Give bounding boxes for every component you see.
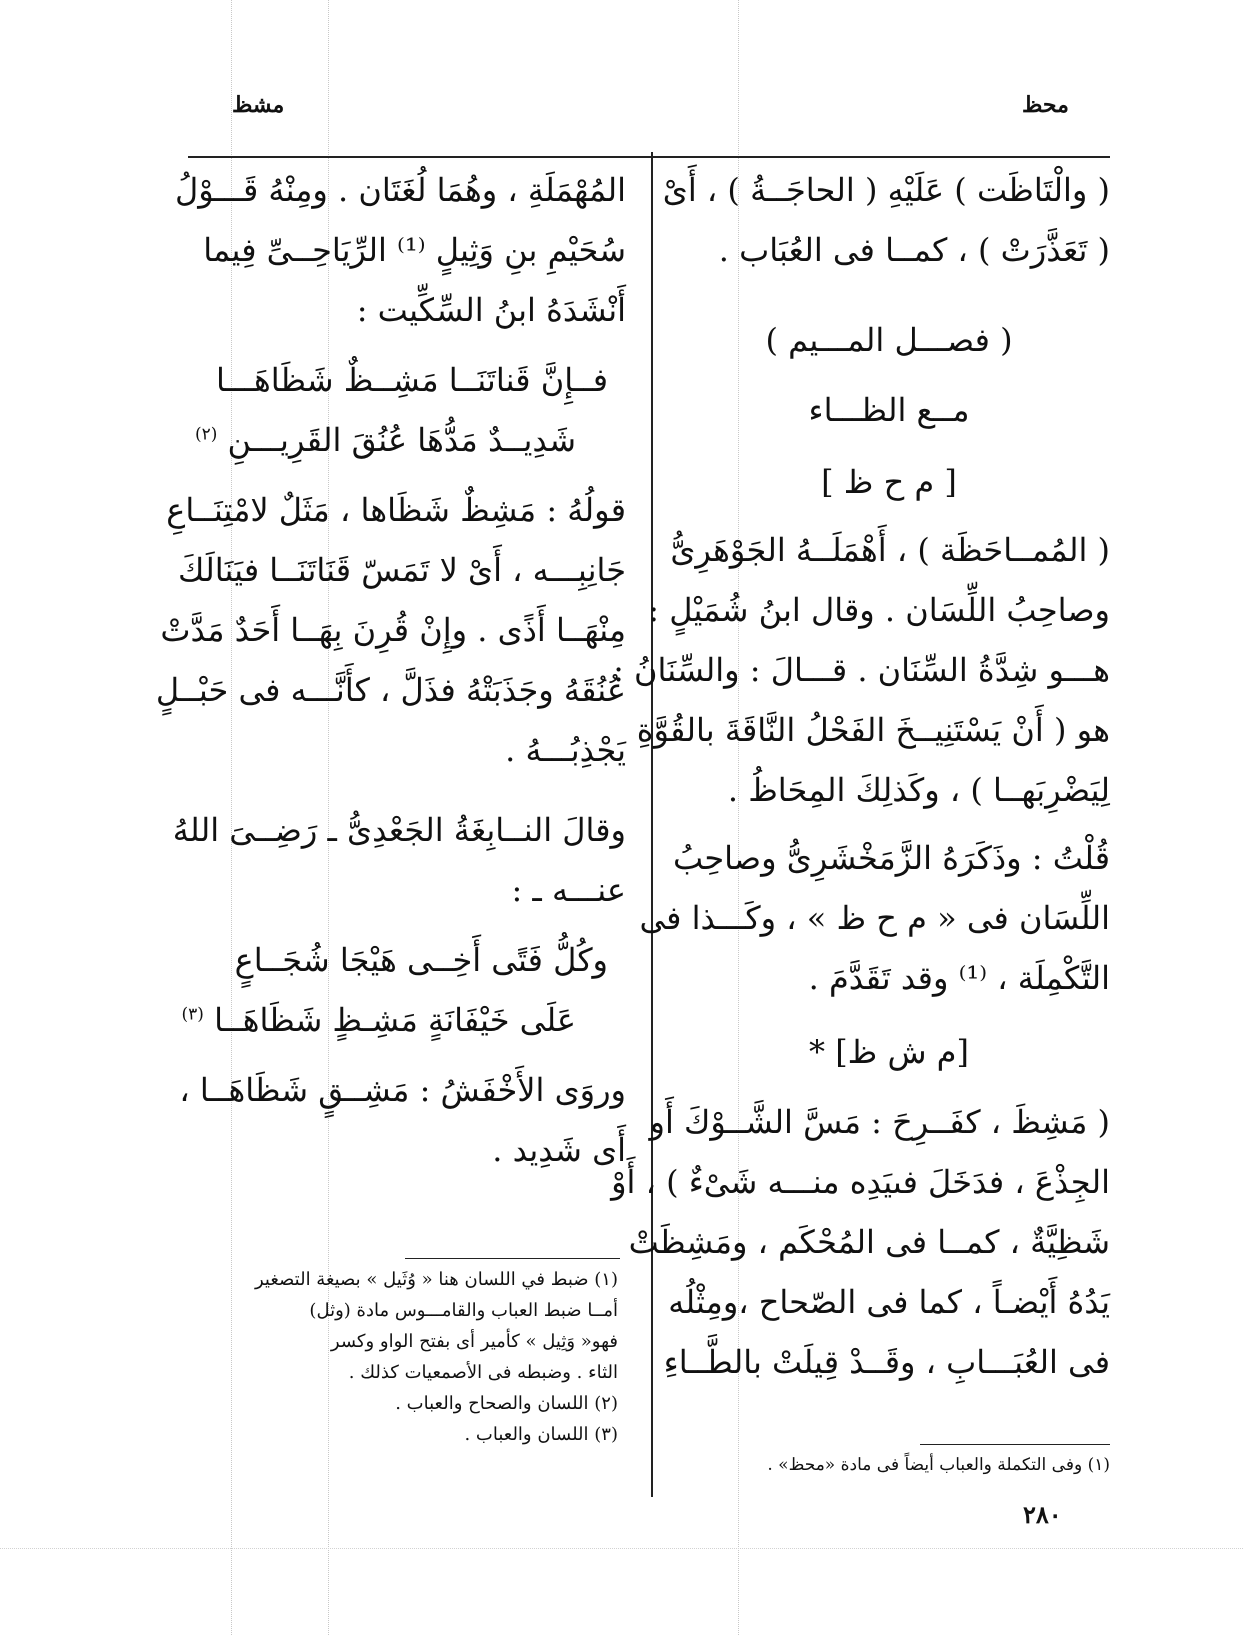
- footnote-line: (٢) اللسان والصحاح والعباب .: [395, 1393, 618, 1414]
- text-line: سُحَيْمِ بنِ وَثِيلٍ ⁽¹⁾ الرِّيَاحِــىِّ فِيما: [203, 231, 626, 269]
- verse-text: شَدِيــدٌ مَدُّهَا عُنُقَ القَرِيـــنِ: [227, 421, 576, 459]
- text-line: مِنْهَــا أَذًى . وإِنْ قُرِنَ بِهَــا أَحَدٌ مَدَّتْ: [160, 611, 626, 649]
- text-line: أَى شَدِيد .: [492, 1131, 626, 1169]
- verse-line: وكُلُّ فَتًى أَخِــى هَيْجَا شُجَــاعٍ: [234, 941, 608, 979]
- right-column: [611, 160, 1110, 1392]
- section-title: ( فصـــل المـــيم ): [765, 321, 1013, 359]
- text-line: وقالَ النــابِغَةُ الجَعْدِىُّ ـ رَضِــىَ اللهُ: [172, 811, 626, 849]
- text-line: جَانِبِـــه ، أَىْ لا تَمَسّ قَنَاتَنَــا فيَنَالَكَ: [178, 551, 626, 589]
- right-footnote: (١) وفى التكملة والعباب أيضاً فى مادة «محظ» .: [767, 1455, 1110, 1475]
- left-column: [155, 160, 626, 1180]
- text-line: الجِذْعَ ، فدَخَلَ فىيَدِه منـــه شَىْءٌ ) ، أَوْ: [611, 1163, 1110, 1201]
- scan-dotted-line: [0, 1548, 1243, 1549]
- verse-text: عَلَى خَيْفَانَةٍ مَشِـظٍ شَظَاهَــا: [214, 1001, 576, 1039]
- footnote-rule: [405, 1258, 620, 1259]
- text-line: هو ( أَنْ يَسْتَنِيــخَ الفَحْلُ النَّاقَةَ بالقُوَّةِ: [636, 711, 1110, 749]
- column-divider: [651, 152, 653, 1497]
- verse-line: فــإِنَّ قَناتَنَــا مَشِــظٌ شَظَاهَـــا: [216, 361, 608, 399]
- text-line: ( والْتَاظَت ) عَلَيْهِ ( الحاجَــةُ ) ، أَىْ: [662, 171, 1110, 209]
- footnote-line: فهو« وَثِيل » كأمير أى بفتح الواو وكسر: [330, 1331, 618, 1352]
- entry-heading-mhz: [ م ح ظ ]: [821, 463, 957, 501]
- text-line: اللِّسَان فى « م ح ظ » ، وكَـــذا فى: [639, 899, 1110, 937]
- footnote-ref: (٣): [181, 1004, 204, 1025]
- footnote-line: الثاء . وضبطه فى الأصمعيات كذلك .: [348, 1362, 618, 1383]
- text-line: يَجْذِبُـــهُ .: [505, 731, 626, 769]
- text-line: ( تَعَذَّرَتْ ) ، كمــا فى العُبَاب .: [718, 231, 1110, 269]
- footnote-rule: [920, 1444, 1110, 1445]
- text-line: هـــو شِدَّةُ السِّنَان . قـــالَ : والسِّنَانُ :: [613, 651, 1110, 689]
- text-line: لِيَضْرِبَهــا ) ، وكَذلِكَ المِحَاظُ .: [727, 771, 1110, 809]
- footnote-line: (٣) اللسان والعباب .: [464, 1424, 618, 1445]
- entry-heading-mshz: [م ش ظ] *: [809, 1033, 969, 1071]
- footnote-ref: (٢): [194, 424, 218, 445]
- text-line: وصاحِبُ اللِّسَان . وقال ابنُ شُمَيْلٍ :: [648, 591, 1110, 629]
- section-subtitle: مــع الظـــاء: [808, 391, 970, 429]
- text-line: أَنْشَدَهُ ابنُ السِّكِّيت :: [356, 291, 626, 329]
- text-line: فى العُبَـــابِ ، وقَــدْ قِيلَتْ بالطَّــاءِ: [663, 1343, 1110, 1381]
- left-footnotes: [188, 1264, 618, 1450]
- text-line: قولُهُ : مَشِظٌ شَظَاها ، مَثَلٌ لامْتِنَــاعِ: [166, 491, 626, 529]
- text-line: المُهْمَلَةِ ، وهُمَا لُغَتَان . ومِنْهُ قَـــوْلُ: [175, 171, 626, 209]
- text-line: ( مَشِظَ ، كفَــرِحَ : مَسَّ الشَّــوْكَ أَو: [649, 1103, 1110, 1141]
- text-line: وروَى الأَخْفَشُ : مَشِــقٍ شَظَاهَــا ،: [179, 1071, 626, 1109]
- text-line: ( المُمــاحَظَة ) ، أَهْمَلَــهُ الجَوْهَرِىُّ: [670, 531, 1110, 569]
- header-rule: [188, 156, 1110, 158]
- footnote-line: (١) ضبط في اللسان هنا « وُثَيل » بصيغة التصغير: [255, 1269, 618, 1290]
- footnote-line: أمــا ضبط العباب والقامـــوس مادة (وثل): [309, 1300, 618, 1321]
- text-line: يَدُهُ أَيْضـاً ، كما فى الصّحاح ،ومِثْلُه: [668, 1283, 1110, 1321]
- verse-line: [188, 410, 626, 470]
- text-line: عُنُقَهُ وجَذَبَتْهُ فذَلَّ ، كأَنَّـــه فى حَبْــلٍ: [155, 671, 626, 709]
- verse-line: [181, 990, 626, 1050]
- text-line: قُلْتُ : وذَكَرَهُ الزَّمَخْشَرِىُّ وصاحِبُ: [672, 839, 1110, 877]
- text-line: التَّكْمِلَة ، ⁽¹⁾ وقد تَقَدَّمَ .: [808, 959, 1110, 997]
- running-head-left: مشظ: [232, 92, 285, 118]
- running-head-right: محظ: [1022, 92, 1069, 118]
- page-number: ٢٨٠: [1023, 1500, 1062, 1529]
- text-line: شَظِيَّةٌ ، كمــا فى المُحْكَم ، ومَشِظَتْ: [628, 1223, 1110, 1261]
- text-line: عنـــه ـ :: [511, 871, 626, 909]
